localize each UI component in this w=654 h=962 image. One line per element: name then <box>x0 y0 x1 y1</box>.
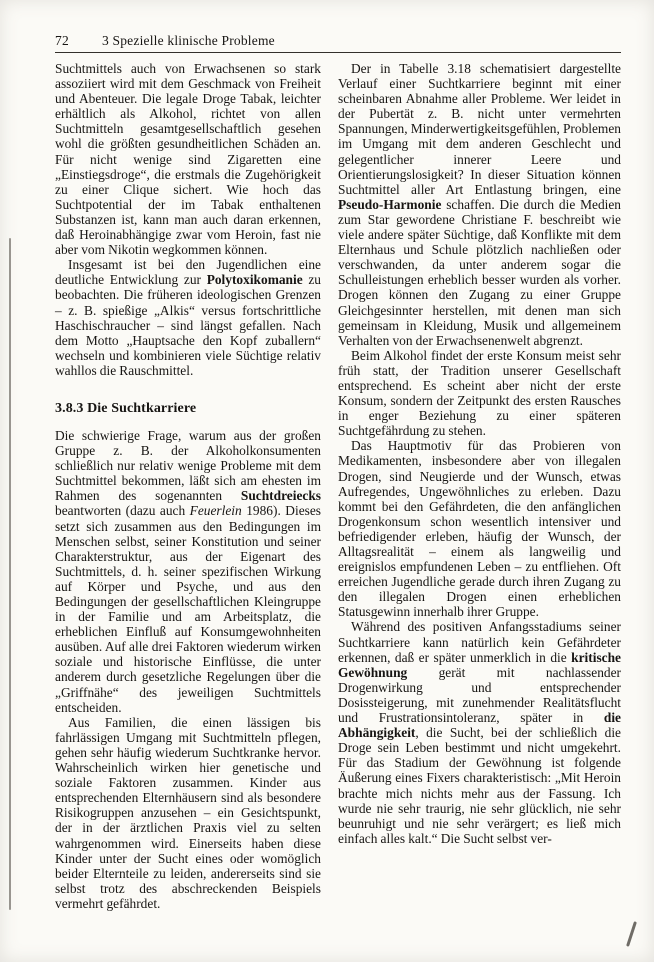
header-rule <box>55 52 621 53</box>
paragraph: Beim Alkohol findet der erste Konsum meist sehr früh statt, der Tradition unserer Gesellschaft entsprechend. Es scheint aber nicht der erste Konsum, sondern der Zeitpunkt des ersten Rausches in enger Beziehung zu einer späteren Suchtgefährdung zu stehen. <box>338 347 621 439</box>
paragraph: Aus Familien, die einen lässigen bis fahrlässigen Umgang mit Suchtmitteln pflegen, gehen sehr häufig wiederum Suchtkranke hervor. Wahrscheinlich wirken hier genetische und soziale Faktoren zusammen. Kinder aus entsprechenden Elternhäusern sind als besondere Risikogruppen anzusehen – ein Gesichtspunkt, der in der ärztlichen Praxis viel zu selten wahrgenommen wird. Einerseits haben diese Kinder unter der Sucht eines oder womöglich beider Elternteile zu leiden, andererseits sind sie selbst trotz des abschreckenden Beispiels vermehrt gefährdet. <box>55 714 321 911</box>
page-header <box>55 33 621 49</box>
text-columns <box>55 61 621 911</box>
paragraph: Suchtmittels auch von Erwachsenen so stark assoziiert wird mit dem Geschmack von Freiheit und Abenteuer. Die legale Droge Tabak, leichter erhältlich als Alkohol, richtet von allen Suchtmitteln gesamtgesellschaftlich gesehen wohl die größten gesundheitlichen Schäden an. Für nicht wenige sind Zigaretten eine „Einstiegsdroge“, die erstmals die Zugehörigkeit zu einer Clique sichert. Wie hoch das Suchtpotential der im Tabak enthaltenen Substanzen ist, kann man auch daran erkennen, daß Heroinabhängige zwar vom Heroin, fast nie aber vom Nikotin wegkommen können. <box>55 61 321 258</box>
scan-edge-artifact <box>9 238 11 910</box>
scan-corner-artifact <box>626 921 637 947</box>
running-title: 3 Spezielle klinische Probleme <box>102 33 275 48</box>
left-column <box>55 61 321 911</box>
page-number: 72 <box>55 33 69 48</box>
paragraph: Das Hauptmotiv für das Probieren von Medikamenten, insbesondere aber von illegalen Drogen, sind Neugierde und der Wunsch, etwas Aufregendes, Ungewöhnliches zu erleben. Dazu kommt bei den Gefährdeten, die den anfänglichen Drogenkonsum schon wesentlich intensiver und befriedigender erleben, häufig der Wunsch, der Alltagsrealität – einem als langweilig und ereignislos empfundenen Leben – zu entfliehen. Oft erreichen Jugendliche gerade durch ihren Zugang zu den illegalen Drogen einen erheblichen Statusgewinn innerhalb ihrer Gruppe. <box>338 438 621 620</box>
right-column <box>338 61 621 911</box>
paragraph: Der in Tabelle 3.18 schematisiert dargestellte Verlauf einer Suchtkarriere beginnt mit einer scheinbaren Abnahme aller Probleme. Wer leidet in der Pubertät z. B. nicht unter vermehrten Spannungen, Minderwertigkeitsgefühlen, Problemen im Umgang mit dem anderen Geschlecht und gelegentlicher innerer Leere und Orientierungslosigkeit? In dieser Situation können Suchtmittel aller Art Entlastung bringen, eine Pseudo-Harmonie schaffen. Die durch die Medien zum Star gewordene Christiane F. beschreibt wie viele andere später Süchtige, daß Konflikte mit dem Elternhaus und Schule plötzlich nachließen oder verschwanden, da unter anderem sogar die Schulleistungen erheblich besser wurden als vorher. Drogen können den Zugang zu einer Gruppe Gleichgesinnter herstellen, mit denen man sich gemeinsam in Kleidung, Musik und allgemeinem Verhalten von der Erwachsenenwelt abgrenzt. <box>338 61 621 348</box>
paragraph: Insgesamt ist bei den Jugendlichen eine deutliche Entwicklung zur Polytoxikomanie zu beobachten. Die früheren ideologischen Grenzen – z. B. spießige „Alkis“ versus fortschrittliche Haschischraucher – sind längst gefallen. Nach dem Motto „Hauptsache den Kopf zuballern“ wechseln und kombinieren viele Süchtige relativ wahllos die Rauschmittel. <box>55 257 321 378</box>
paragraph: Während des positiven Anfangsstadiums seiner Suchtkarriere kann natürlich kein Gefährdeter erkennen, daß er später unmerklich in die kritische Gewöhnung gerät mit nachlassender Drogenwirkung und entsprechender Dosissteigerung, mit zunehmender Realitätsflucht und Frustrationsintoleranz, später in die Abhängigkeit, die Sucht, bei der schließlich die Droge sein Leben bestimmt und nicht umgekehrt. Für das Stadium der Gewöhnung ist folgende Äußerung eines Fixers charakteristisch: „Mit Heroin brachte mich nichts mehr aus der Fassung. Ich wurde nie sehr traurig, nie sehr glücklich, nie sehr beunruhigt und nie sehr verärgert; es ließ mich einfach alles kalt.“ Die Sucht selbst ver- <box>338 619 621 846</box>
section-heading: 3.8.3 Die Suchtkarriere <box>55 400 197 416</box>
paragraph: Die schwierige Frage, warum aus der großen Gruppe z. B. der Alkoholkonsumenten schließlich nur relativ wenige Probleme mit dem Suchtmittel bekommen, läßt sich am ehesten im Rahmen des sogenannten Suchtdreiecks beantworten (dazu auch Feuerlein 1986). Dieses setzt sich zusammen aus den Bedingungen im Menschen selbst, seiner Konstitution und seiner Charakterstruktur, aus der Eigenart des Suchtmittels, d. h. seiner spezifischen Wirkung auf Körper und Psyche, und aus den Bedingungen der gesellschaftlichen Kleingruppe in der Familie und am Arbeitsplatz, die erheblichen Einfluß auf Konsumgewohnheiten ausüben. Auf alle drei Faktoren wiederum wirken soziale und historische Einflüsse, die unter anderem durch gesetzliche Regelungen über die „Griffnähe“ des jeweiligen Suchtmittels entscheiden. <box>55 427 321 715</box>
